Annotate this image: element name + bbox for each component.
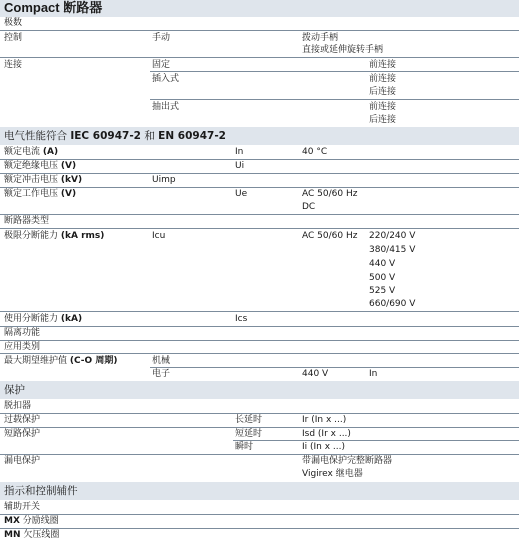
connection-label: 连接 <box>4 60 23 70</box>
vigi-integrated-value: 带漏电保护完整断路器 <box>302 456 393 466</box>
poles-label: 极数 <box>4 18 23 28</box>
accessories-header: 指示和控制辅件 <box>4 485 78 497</box>
row-divider <box>150 99 519 100</box>
rated-current-text: 额定电流 (A) <box>4 147 59 157</box>
trip-unit-label: 脱扣器 <box>4 401 32 411</box>
electrical-endurance-label: 电子 <box>152 369 171 379</box>
row-divider <box>233 440 519 441</box>
ultimate-capacity-label: 极限分断能力 (kA rms) <box>4 231 105 241</box>
operating-symbol: Ue <box>235 189 248 199</box>
control-toggle-value: 拨动手柄 <box>302 33 339 43</box>
voltage-value: 500 V <box>369 273 396 283</box>
ii-value: Ii (In x ...) <box>302 442 346 452</box>
mn-code: MN <box>4 530 21 540</box>
row-divider <box>0 57 519 58</box>
page-title: Compact 断路器 <box>4 0 103 15</box>
impulse-voltage-label: 额定冲击电压 (kV) <box>4 175 83 185</box>
withdrawable-label: 抽出式 <box>152 102 180 112</box>
icu-ac-label: AC 50/60 Hz <box>302 231 358 241</box>
voltage-value: 660/690 V <box>369 299 416 309</box>
rear-connection-value: 后连接 <box>369 87 397 97</box>
voltage-value: 525 V <box>369 286 396 296</box>
row-divider <box>0 528 519 529</box>
row-divider <box>150 71 519 72</box>
control-rotary-value: 直接或延伸旋转手柄 <box>302 45 384 55</box>
mn-label <box>4 529 59 541</box>
voltage-value: 220/240 V <box>369 231 416 241</box>
row-divider <box>0 30 519 31</box>
row-divider <box>0 353 519 354</box>
endurance-current: In <box>369 369 378 379</box>
endurance-voltage: 440 V <box>302 369 329 379</box>
front-connection-value: 前连接 <box>369 60 397 70</box>
breaker-type-label: 断路器类型 <box>4 216 50 226</box>
mx-text: 分励线圈 <box>22 516 59 526</box>
isd-value: Isd (Ir x ...) <box>302 429 351 439</box>
mx-label <box>4 515 59 527</box>
front-connection-value: 前连接 <box>369 102 397 112</box>
mechanical-label: 机械 <box>152 356 171 366</box>
rear-connection-value: 后连接 <box>369 115 397 125</box>
electrical-header: 电气性能符合 IEC 60947-2 和 EN 60947-2 <box>4 130 226 142</box>
insulation-symbol: Ui <box>235 161 245 171</box>
front-connection-value: 前连接 <box>369 74 397 84</box>
rated-current-symbol: In <box>235 147 244 157</box>
plugin-label: 插入式 <box>152 74 180 84</box>
control-manual-label: 手动 <box>152 33 171 43</box>
voltage-value: 440 V <box>369 259 396 269</box>
instant-label: 瞬时 <box>235 442 254 452</box>
aux-contacts-label: 辅助开关 <box>4 502 41 512</box>
control-label: 控制 <box>4 33 23 43</box>
operating-voltage-label: 额定工作电压 (V) <box>4 189 77 199</box>
row-divider <box>0 214 519 215</box>
protection-header: 保护 <box>4 384 25 396</box>
row-divider <box>0 340 519 341</box>
ir-value: Ir (In x ...) <box>302 415 347 425</box>
row-divider <box>0 454 519 455</box>
ics-symbol: Ics <box>235 314 248 324</box>
isolation-label: 隔离功能 <box>4 328 41 338</box>
mx-code: MX <box>4 516 20 526</box>
max-endurance-label: 最大期望维护值 (C-O 周期) <box>4 356 118 366</box>
mn-text: 欠压线圈 <box>23 530 60 540</box>
row-divider <box>0 326 519 327</box>
row-divider <box>0 311 519 312</box>
row-divider <box>0 187 519 188</box>
row-divider <box>0 514 519 515</box>
long-delay-label: 长延时 <box>235 415 263 425</box>
dc-label: DC <box>302 202 316 212</box>
rated-current-value: 40 °C <box>302 147 328 157</box>
row-divider <box>0 159 519 160</box>
insulation-voltage-label: 额定绝缘电压 (V) <box>4 161 77 171</box>
impulse-symbol: Uimp <box>152 175 176 185</box>
row-divider <box>0 228 519 229</box>
short-circuit-label: 短路保护 <box>4 429 41 439</box>
vigirex-value: Vigirex 继电器 <box>302 469 363 479</box>
section-band <box>0 381 519 399</box>
fixed-label: 固定 <box>152 60 171 70</box>
rated-current-label <box>4 146 58 158</box>
ac-label: AC 50/60 Hz <box>302 189 358 199</box>
overload-label: 过载保护 <box>4 415 41 425</box>
service-capacity-label: 使用分断能力 (kA) <box>4 314 83 324</box>
row-divider <box>150 367 519 368</box>
icu-symbol: Icu <box>152 231 166 241</box>
earth-leakage-label: 漏电保护 <box>4 456 41 466</box>
utilisation-category-label: 应用类别 <box>4 342 41 352</box>
short-delay-label: 短延时 <box>235 429 263 439</box>
voltage-value: 380/415 V <box>369 245 416 255</box>
